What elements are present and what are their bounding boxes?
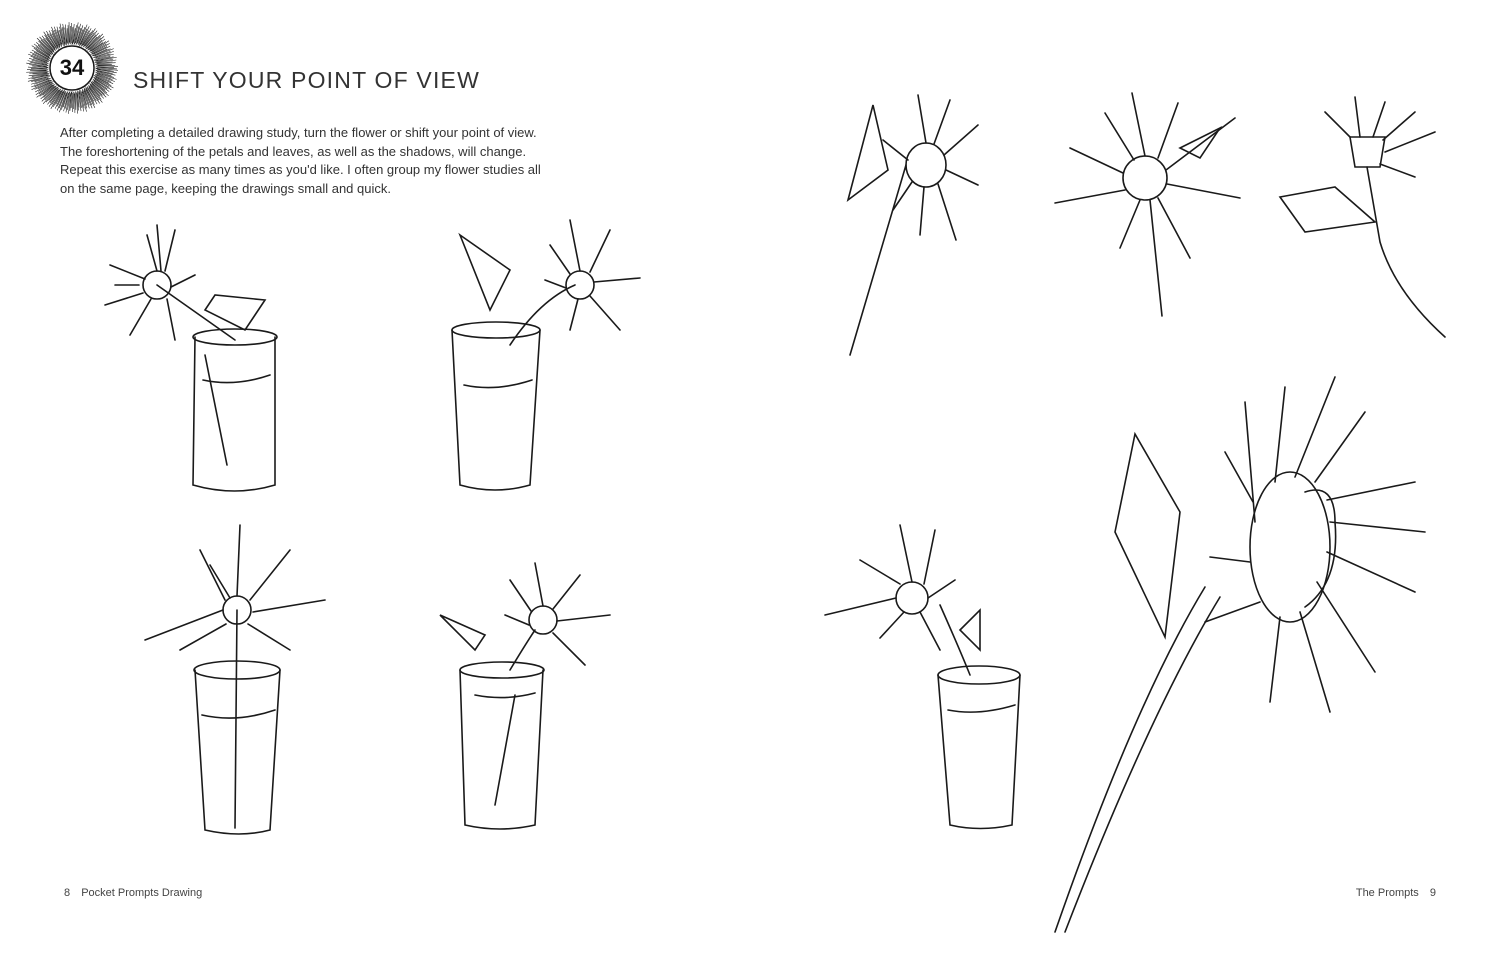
- right-page-number: 9: [1429, 887, 1436, 899]
- sunflower-in-glass-sketch-icon: [435, 555, 615, 835]
- sunflower-detailed-sketch-icon: [1045, 372, 1460, 942]
- footer-right: [1352, 887, 1440, 899]
- sunflower-head-sketch-icon: [1050, 88, 1245, 318]
- prompt-title: SHIFT YOUR POINT OF VIEW: [133, 67, 481, 94]
- sunflower-in-glass-sketch-icon: [140, 520, 335, 840]
- sunflower-head-sketch-icon: [1275, 92, 1455, 340]
- right-running-title: The Prompts: [1355, 887, 1419, 899]
- left-running-title: Pocket Prompts Drawing: [81, 887, 203, 899]
- sunflower-in-glass-sketch-icon: [95, 215, 300, 505]
- prompt-number-badge: [24, 20, 120, 116]
- sunflower-in-glass-sketch-icon: [820, 520, 1025, 830]
- prompt-number: 34: [59, 55, 85, 80]
- prompt-body: After completing a detailed drawing study, turn the flower or shift your point of view. The foreshortening of the petals and leaves, as well as the shadows, will change. Repeat this exercise as many times as you'd like. I often group my flower studies all on the same page, keeping the drawings small and quick.: [60, 125, 541, 196]
- footer-left: [60, 887, 206, 899]
- sunflower-head-sketch-icon: [838, 90, 983, 360]
- sunflower-in-glass-sketch-icon: [440, 210, 655, 500]
- left-page-number: 8: [64, 887, 71, 899]
